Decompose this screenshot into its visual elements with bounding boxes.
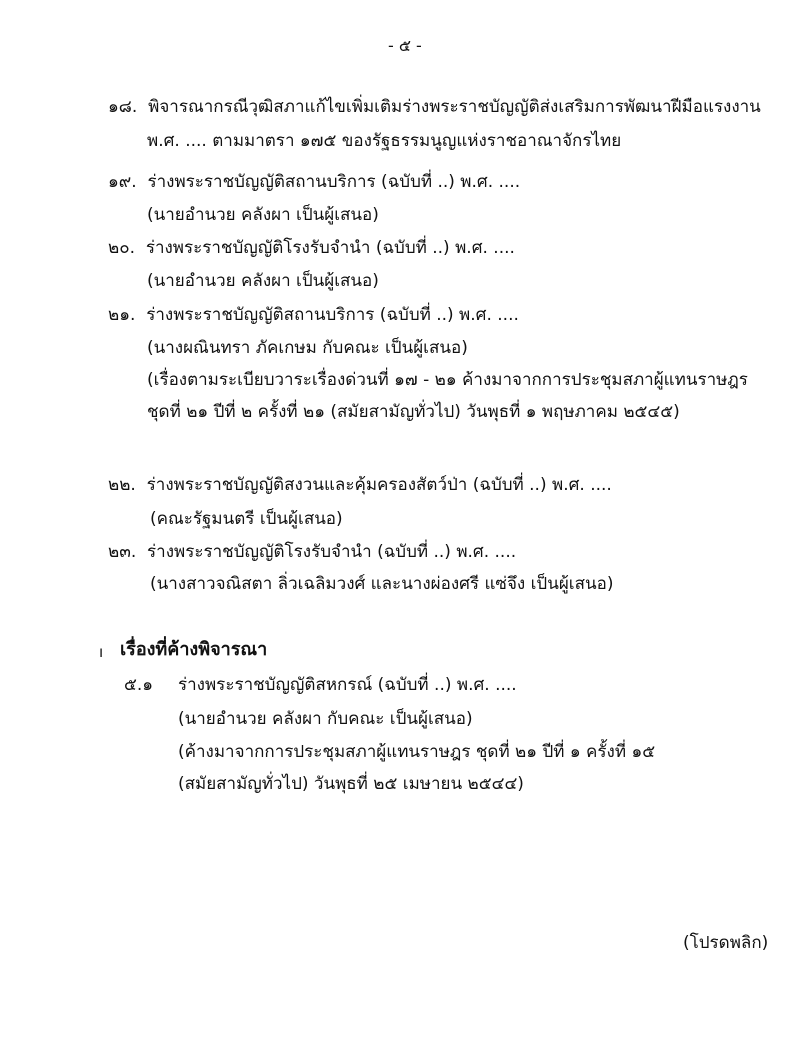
item-note: ชุดที่ ๒๑ ปีที่ ๒ ครั้งที่ ๒๑ (สมัยสามัญทั่วไป) วันพุธที่ ๑ พฤษภาคม ๒๕๔๕) (147, 402, 680, 422)
item-number: ๑๙. (108, 172, 137, 192)
section-marker: ı (99, 643, 104, 661)
item-proposer: (คณะรัฐมนตรี เป็นผู้เสนอ) (150, 509, 343, 529)
agenda-item-18 (108, 96, 761, 118)
item-note: (สมัยสามัญทั่วไป) วันพุธที่ ๒๕ เมษายน ๒๕๔๔) (178, 774, 524, 794)
page-number: - ๕ - (388, 36, 422, 55)
please-turn-over: (โปรดพลิก) (683, 933, 769, 953)
item-proposer: (นายอำนวย คลังผา เป็นผู้เสนอ) (147, 205, 379, 225)
item-note: (ค้างมาจากการประชุมสภาผู้แทนราษฎร ชุดที่ ๒๑ ปีที่ ๑ ครั้งที่ ๑๕ (178, 742, 656, 762)
item-number: ๒๓. (108, 542, 137, 562)
section-heading: เรื่องที่ค้างพิจารณา (120, 639, 268, 660)
agenda-item-20 (108, 237, 515, 259)
item-note: (เรื่องตามระเบียบวาระเรื่องด่วนที่ ๑๗ - ๒๑ ค้างมาจากการประชุมสภาผู้แทนราษฎร (147, 370, 748, 390)
item-title: ร่างพระราชบัญญัติสหกรณ์ (ฉบับที่ ..) พ.ศ. .... (178, 675, 517, 695)
item-title: ร่างพระราชบัญญัติสงวนและคุ้มครองสัตว์ป่า (ฉบับที่ ..) พ.ศ. .... (146, 475, 612, 495)
item-number: ๒๐. (108, 238, 135, 258)
item-title: ร่างพระราชบัญญัติโรงรับจำนำ (ฉบับที่ ..) พ.ศ. .... (145, 238, 515, 258)
item-number: ๒๑. (108, 305, 136, 325)
item-title: ร่างพระราชบัญญัติโรงรับจำนำ (ฉบับที่ ..) พ.ศ. .... (147, 542, 517, 562)
item-detail: พ.ศ. .... ตามมาตรา ๑๗๕ ของรัฐธรรมนูญแห่งราชอาณาจักรไทย (147, 131, 622, 151)
item-proposer: (นางผณินทรา ภัคเกษม กับคณะ เป็นผู้เสนอ) (147, 338, 468, 358)
agenda-item-19 (108, 171, 520, 193)
item-number: ๕.๑ (124, 675, 154, 695)
item-title: พิจารณากรณีวุฒิสภาแก้ไขเพิ่มเติมร่างพระราชบัญญัติส่งเสริมการพัฒนาฝีมือแรงงาน (148, 97, 761, 117)
item-title: ร่างพระราชบัญญัติสถานบริการ (ฉบับที่ ..) พ.ศ. .... (146, 305, 519, 325)
agenda-item-21 (108, 304, 519, 326)
item-proposer: (นายอำนวย คลังผา เป็นผู้เสนอ) (147, 271, 379, 291)
item-title: ร่างพระราชบัญญัติสถานบริการ (ฉบับที่ ..) พ.ศ. .... (147, 172, 521, 192)
item-proposer: (นายอำนวย คลังผา กับคณะ เป็นผู้เสนอ) (178, 709, 473, 729)
item-number: ๒๒. (108, 475, 136, 495)
pending-item-5-1 (124, 674, 153, 696)
agenda-item-23 (108, 541, 516, 563)
agenda-item-22 (108, 474, 612, 496)
item-number: ๑๘. (108, 97, 138, 117)
item-proposer: (นางสาวจณิสตา ลิ่วเฉลิมวงศ์ และนางผ่องศรี แซ่จึง เป็นผู้เสนอ) (150, 574, 614, 594)
